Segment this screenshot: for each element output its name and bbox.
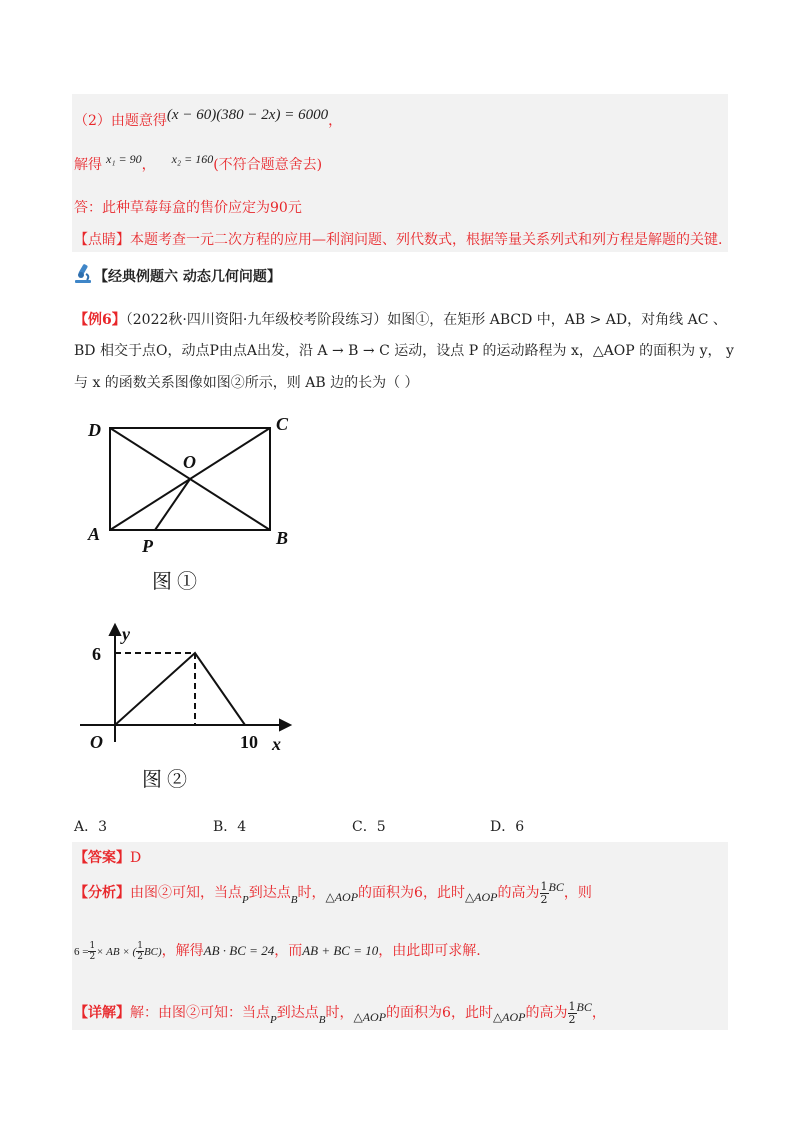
solution-line-1: （2）由题意得(x − 60)(380 − 2x) = 6000， bbox=[74, 107, 343, 129]
figure-2-graph bbox=[80, 620, 310, 800]
label-c: C bbox=[276, 414, 289, 434]
label-d: D bbox=[88, 420, 101, 440]
origin-label: O bbox=[90, 732, 103, 752]
example-line-3: 与 x 的函数关系图像如图②所示，则 AB 边的长为（ ） bbox=[74, 375, 419, 391]
detail-line-1: 【详解】解：由图②可知：当点$_P$到达点$_B$时，△AOP的面积为6，此时△AOP的高为 $\frac{1}{2}$ BC， bbox=[74, 999, 606, 1026]
option-a[interactable]: A．3 bbox=[74, 819, 108, 835]
x-axis-arrow bbox=[280, 720, 290, 730]
label-b: B bbox=[276, 528, 289, 548]
figure-1-rectangle bbox=[80, 408, 310, 598]
analysis-line-1: 【分析】由图②可知，当点$_P$到达点$_B$时，△AOP的面积为6，此时△AOP的高为 $\frac{1}{2}$ BC，则 bbox=[74, 879, 592, 906]
analysis-line-2: 6 = $\frac{1}{2}$ × AB × ( $\frac{1}{2}$ BC)，解得AB · BC = 24，而AB + BC = 10，由此即可求解. bbox=[74, 940, 481, 962]
key-point: 【点睛】本题考查一元二次方程的应用—利润问题、列代数式，根据等量关系列式和列方程是解题的关键. bbox=[74, 232, 723, 248]
solution-line-2: 解得 x₁ = 90， x₂ = 160(不符合题意舍去) bbox=[74, 152, 323, 173]
segment-op bbox=[155, 479, 190, 530]
x-axis-label: x bbox=[272, 734, 281, 754]
answer-line: 【答案】D bbox=[74, 850, 142, 866]
solution-answer: 答：此种草莓每盒的售价应定为90元 bbox=[74, 200, 302, 216]
figure-2-caption: 图 ② bbox=[142, 769, 187, 791]
label-p: P bbox=[142, 536, 153, 556]
example-line-1: 【例6】（2022秋·四川资阳·九年级校考阶段练习）如图①，在矩形 ABCD 中，AB > AD，对角线 AC 、 bbox=[74, 312, 727, 328]
function-line bbox=[115, 653, 245, 725]
microscope-icon bbox=[72, 262, 94, 284]
option-d[interactable]: D．6 bbox=[490, 819, 525, 835]
x-tick-10: 10 bbox=[240, 732, 258, 752]
y-tick-6: 6 bbox=[92, 644, 101, 664]
label-o: O bbox=[183, 452, 196, 472]
option-c[interactable]: C．5 bbox=[352, 819, 386, 835]
label-a: A bbox=[88, 524, 101, 544]
example-line-2: BD 相交于点O，动点P由点A出发，沿 A → B → C 运动，设点 P 的运动路程为 x，△AOP 的面积为 y， y bbox=[74, 343, 734, 359]
y-axis-label: y bbox=[122, 624, 130, 644]
example-tag: 【例6】 bbox=[74, 312, 126, 328]
section-title: 【经典例题六 动态几何问题】 bbox=[94, 269, 281, 285]
figure-1-caption: 图 ① bbox=[152, 571, 197, 593]
option-b[interactable]: B．4 bbox=[213, 819, 247, 835]
y-axis-arrow bbox=[110, 625, 120, 635]
